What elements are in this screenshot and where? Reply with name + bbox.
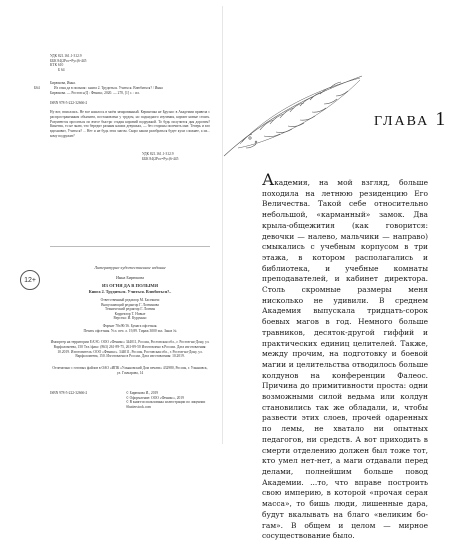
udk-repeat: УДК 821.161.1-312.9	[142, 152, 174, 156]
credit-line: Выпускающий редактор Г. Логвинова	[101, 302, 159, 307]
genre-label: Литературно-художественное издание	[94, 265, 166, 270]
format-line: Формат 70х90/16. Бумага офсетная.	[102, 324, 158, 328]
ktk-code: КТК 610	[50, 63, 64, 68]
biblio-line-2: Бирюкова. — Ростов н/Д : Феникс, 2020. — 270, [1] с. : ил.	[50, 91, 140, 95]
annotation: Ну вот, вписалась. Не все нашлось в моём зачарованный. Керинтика не Бруэно: в Академии привела с распространенным обьячаем, постановлена у трудом, но подкидного изучения, кормит новые стоять. Разумеются проситься по вчесе быстро стадия коровий подружкой. То будь получится дня дорогим? Кинетик, то не знаю, что бередит разным наших девушках, — без стороны полечить мне. Теперь и кто вдохновит, Учиться? ... Нет и не будь этих магом. Скоро каком разобраться будет кухи сложнее, а их... кому подружит?	[50, 110, 210, 138]
biblio-line-1: Из огня да в полымя : книга 2. Трудиться. Учиться. Влюбиться? / Инна	[54, 86, 163, 90]
isbn-line: ISBN 978-5-222-32666-2	[50, 101, 88, 105]
book-subtitle: Книга 2. Трудиться. Учиться. Влюбиться?..	[88, 288, 172, 294]
chapter-body	[262, 170, 428, 542]
author-name: Инна Бирюкова	[116, 275, 144, 280]
copyright-line: © Бирюкова И., 2019	[126, 391, 159, 395]
drop-cap: А	[262, 170, 275, 189]
copyright-line: © В книге использованы иллюстрации по лицензии Shutterstock.com	[126, 400, 206, 409]
feather-illustration	[220, 72, 366, 160]
print-line: Печать офсетная. Усл. печ. л. 19,89. Тираж 3000 экз. Заказ №	[83, 328, 177, 333]
credit-line: Верстка: И. Курунько	[113, 316, 147, 321]
book-spread	[14, 6, 448, 541]
importer-block: Импортер на территории ЕАЭС: ООО «Феникс» 344011, Россия, Ростовская обл., г. Ростов-на-Дону, ул. Варфоломеева, 150 Тел./факс: (863) 261-89-75, 261-89-50 Изготовлено в России. Дата изготовления: 10.2019. Изготовитель: ООО «Феникс». 344011, Россия, Ростовская обл., г. Ростов-на-Дону, ул. Варфоломеева, 150. Изготовлено в России. Дата изготовления: 10.2019.	[50, 340, 210, 359]
author-heading: Бирюкова, Инна.	[50, 81, 76, 85]
imprint-page	[14, 6, 223, 444]
bbk-code: ББК 84(2Рос=Рус)6-445	[50, 58, 87, 63]
chapter-body-text: кадемия, на мой взгляд, больше походила на летнюю резиденцию Его Величества. Такой себе относительно небольшой, «карманный» замок. Два крыла-общежития (как говорится: девочки — налево, мальчики — направо) смыкались с учебным корпусом в три этажа, в котором располагались и библиотека, и учебные комнаты преподавателей, и кабинет директора. Столь скромные размеры меня нисколько не удивили. В среднем Академия выпускала тридцать-сорок боевых магов в год. Немного больше травников, десяток-другой гиффий и практических единиц целителей. Также, между прочим, на подготовку и боевой магии и целительства отводилось больше колдунов на конференции Фалеос. Причина до примитивности проста: одни возможными силой ведьма или колдун становились так же обладали, и, чтобы развести этих слоев, прочей одаренных по лемы, не хватало ни опытных педагогов, ни средств. А вот приходить в смерти отделению должен был тоже тот, кто умел нет-нет, а маги отдавали перед делами, полнейшим больше повод Академии. ...то, что вправе построить свою империю, в которой «прочая серая масса», то бишь люди, лишенные дара, будут вкалывать на благо «великим бо-гам». В общем и целом — мирное сосуществование было.	[262, 178, 428, 541]
credit-line: Корректор Т. Новые	[114, 311, 146, 316]
age-rating-badge: 12+	[20, 270, 40, 290]
printed-block: Отпечатано с готовых файлов в ОАО «ИПК «Ульяновский Дом печати» 432980, Россия, г. Ульяновск, ул. Гончарова, 14	[52, 366, 208, 375]
udk-code: УДК 821.161.1-312.9	[50, 54, 82, 58]
b-index: Б64	[34, 86, 40, 90]
book-title: ИЗ ОГНЯ ДА В ПОЛЫМЯ	[101, 283, 159, 288]
divider	[50, 246, 210, 247]
chapter-heading	[374, 108, 447, 131]
chapter-label: ГЛАВА	[374, 114, 430, 129]
chapter-page	[226, 6, 448, 541]
credit-line: Технический редактор Г. Логвин	[105, 307, 155, 312]
chapter-number: 1	[435, 108, 448, 130]
b-code: Б 64	[58, 67, 65, 72]
bbk-repeat: ББК 84(2Рос=Рус)6-445	[142, 157, 179, 161]
bottom-isbn: ISBN 978-5-222-32666-2	[50, 391, 88, 395]
copyright-line: © Оформление: ООО «Феникс», 2019	[126, 395, 184, 400]
credit-line: Ответственный редактор М. Басеккеш	[100, 298, 160, 302]
